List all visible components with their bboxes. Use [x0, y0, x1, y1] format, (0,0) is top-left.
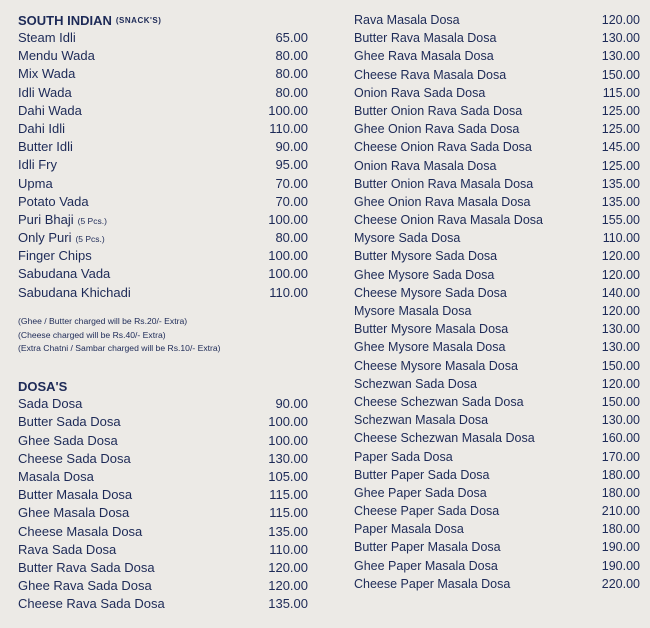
- menu-item-name-wrap: [354, 468, 490, 482]
- menu-item-row: [18, 230, 308, 248]
- menu-item-name-wrap: [354, 86, 485, 100]
- note-extra-chatni: (Extra Chatni / Sambar charged will be Rs.10/- Extra): [18, 343, 221, 354]
- menu-item-name: Butter Idli: [18, 139, 73, 155]
- menu-item-row: [18, 524, 308, 542]
- menu-item-row: [354, 377, 640, 395]
- menu-item-price: 130.00: [601, 340, 640, 355]
- menu-item-name-wrap: [18, 596, 165, 611]
- menu-item-name-wrap: [18, 48, 95, 63]
- menu-item-name: Onion Rava Sada Dosa: [354, 85, 486, 100]
- menu-item-row: [18, 194, 308, 212]
- menu-item-row: [18, 66, 308, 84]
- menu-item-name: Cheese Rava Masala Dosa: [354, 67, 507, 82]
- menu-item-row: [354, 68, 640, 86]
- menu-item-name-wrap: [18, 285, 131, 300]
- note-cheese: (Cheese charged will be Rs.40/- Extra): [18, 329, 166, 340]
- notes-block: [18, 315, 308, 356]
- menu-item-name: Sada Dosa: [18, 396, 83, 412]
- menu-item-row: [18, 433, 308, 451]
- menu-item-row: [354, 450, 640, 468]
- menu-item-name-wrap: [354, 395, 524, 409]
- menu-item-price: 125.00: [601, 158, 640, 173]
- menu-item-name-wrap: [18, 578, 152, 593]
- menu-item-row: [18, 396, 308, 414]
- menu-item-name-wrap: [354, 140, 532, 154]
- menu-item-row: [354, 140, 640, 158]
- menu-item-row: [354, 577, 640, 595]
- menu-item-price: 180.00: [601, 522, 640, 537]
- menu-item-name: Mix Wada: [18, 66, 76, 82]
- menu-item-name-wrap: [18, 433, 118, 448]
- menu-item-price: 125.00: [601, 103, 640, 118]
- menu-item-row: [354, 231, 640, 249]
- menu-item-name: Cheese Rava Sada Dosa: [18, 596, 165, 612]
- menu-item-row: [18, 505, 308, 523]
- dosas-title: DOSA'S: [18, 378, 68, 394]
- menu-item-price: 115.00: [269, 487, 308, 503]
- menu-item-name: Ghee Rava Masala Dosa: [354, 49, 494, 64]
- menu-item-price: 120.00: [268, 578, 308, 594]
- menu-item-row: [18, 542, 308, 560]
- menu-item-name-wrap: [18, 212, 107, 227]
- menu-item-name: Butter Onion Rava Masala Dosa: [354, 176, 534, 191]
- menu-item-name-wrap: [18, 451, 131, 466]
- menu-item-price: 210.00: [601, 504, 640, 519]
- menu-item-name: Mysore Sada Dosa: [354, 231, 461, 246]
- menu-item-name-wrap: [18, 85, 72, 100]
- south-indian-subtitle: (SNACK'S): [115, 15, 162, 25]
- menu-item-price: 190.00: [601, 558, 640, 573]
- menu-item-name: Sabudana Khichadi: [18, 284, 131, 300]
- menu-item-price: 160.00: [601, 431, 640, 446]
- menu-item-row: [18, 176, 308, 194]
- menu-item-price: 135.00: [268, 596, 308, 612]
- menu-item-row: [354, 177, 640, 195]
- menu-item-name: Masala Dosa: [18, 468, 94, 484]
- menu-item-row: [18, 487, 308, 505]
- menu-item-name: Butter Mysore Masala Dosa: [354, 322, 509, 337]
- menu-item-name-wrap: [354, 231, 460, 245]
- menu-item-name: Cheese Paper Sada Dosa: [354, 504, 500, 519]
- menu-item-price: 135.00: [268, 523, 308, 539]
- menu-item-name: Ghee Masala Dosa: [18, 505, 130, 521]
- menu-item-price: 100.00: [268, 432, 308, 448]
- menu-item-name-wrap: [18, 176, 53, 191]
- menu-item-name-wrap: [354, 249, 497, 263]
- menu-item-price: 115.00: [602, 85, 640, 100]
- menu-item-name: Idli Fry: [18, 157, 57, 173]
- menu-item-name-wrap: [354, 195, 530, 209]
- menu-item-row: [354, 13, 640, 31]
- menu-item-price: 80.00: [275, 66, 308, 82]
- menu-item-name: Butter Onion Rava Sada Dosa: [354, 103, 523, 118]
- menu-item-price: 130.00: [601, 413, 640, 428]
- menu-item-name: Butter Rava Masala Dosa: [354, 31, 497, 46]
- menu-item-price: 130.00: [268, 450, 308, 466]
- menu-item-name-wrap: [18, 103, 82, 118]
- dosas-heading: [18, 376, 308, 396]
- menu-item-price: 190.00: [601, 540, 640, 555]
- menu-item-row: [18, 560, 308, 578]
- menu-item-row: [354, 286, 640, 304]
- menu-item-name: Butter Masala Dosa: [18, 487, 133, 503]
- dosas-list-continued: [354, 13, 640, 595]
- menu-item-price: 90.00: [275, 396, 308, 412]
- menu-item-price: 145.00: [601, 140, 640, 155]
- menu-item-row: [18, 85, 308, 103]
- menu-item-price: 140.00: [601, 285, 640, 300]
- menu-item-row: [354, 468, 640, 486]
- menu-item-name: Cheese Schezwan Sada Dosa: [354, 394, 524, 409]
- menu-item-row: [354, 486, 640, 504]
- menu-item-row: [18, 266, 308, 284]
- menu-item-price: 135.00: [601, 176, 640, 191]
- menu-item-name-wrap: [354, 359, 518, 373]
- menu-item-price: 70.00: [275, 175, 308, 191]
- menu-item-price: 80.00: [275, 84, 308, 100]
- menu-item-row: [18, 596, 308, 614]
- menu-item-row: [354, 322, 640, 340]
- menu-item-price: 110.00: [269, 120, 308, 136]
- menu-item-price: 120.00: [601, 304, 640, 318]
- menu-item-name-wrap: [354, 213, 543, 227]
- menu-item-name: Cheese Schezwan Masala Dosa: [354, 431, 535, 446]
- menu-item-price: 120.00: [601, 249, 640, 264]
- south-indian-title: SOUTH INDIAN: [18, 12, 112, 28]
- menu-item-name-wrap: [18, 560, 155, 575]
- menu-item-row: [354, 413, 640, 431]
- menu-item-row: [354, 359, 640, 377]
- menu-item-name-wrap: [18, 487, 132, 502]
- menu-item-name-wrap: [354, 31, 496, 45]
- menu-item-name: Cheese Paper Masala Dosa: [354, 576, 511, 591]
- menu-item-name: Potato Vada: [18, 193, 89, 209]
- menu-item-row: [354, 159, 640, 177]
- menu-item-name: Mendu Wada: [18, 48, 95, 64]
- menu-item-row: [354, 540, 640, 558]
- menu-item-name-wrap: [18, 266, 110, 281]
- menu-item-name-wrap: [354, 522, 464, 536]
- menu-item-row: [354, 522, 640, 540]
- right-column: [354, 13, 640, 595]
- menu-item-price: 180.00: [601, 467, 640, 482]
- menu-item-price: 155.00: [601, 213, 640, 228]
- menu-item-name: Schezwan Masala Dosa: [354, 413, 489, 428]
- menu-item-name: Butter Mysore Sada Dosa: [354, 249, 498, 264]
- menu-item-name-wrap: [18, 157, 57, 172]
- menu-item-row: [354, 249, 640, 267]
- menu-item-row: [354, 31, 640, 49]
- menu-item-name-wrap: [18, 139, 73, 154]
- menu-item-row: [354, 49, 640, 67]
- menu-item-name-wrap: [18, 66, 75, 81]
- menu-item-name: Paper Sada Dosa: [354, 449, 453, 464]
- menu-item-name: Ghee Onion Rava Masala Dosa: [354, 194, 531, 209]
- menu-item-name: Dahi Idli: [18, 120, 65, 136]
- menu-item-name: Rava Sada Dosa: [18, 541, 117, 557]
- menu-item-price: 80.00: [275, 230, 308, 246]
- menu-item-name: Idli Wada: [18, 84, 72, 100]
- menu-item-name-wrap: [354, 268, 494, 282]
- menu-item-name: Rava Masala Dosa: [354, 13, 460, 27]
- menu-item-name-wrap: [354, 559, 498, 573]
- menu-item-name: Sabudana Vada: [18, 266, 111, 282]
- menu-item-row: [18, 121, 308, 139]
- menu-item-price: 115.00: [269, 505, 308, 521]
- menu-item-price: 130.00: [601, 49, 640, 64]
- menu-item-name: Schezwan Sada Dosa: [354, 376, 477, 391]
- menu-item-price: 120.00: [601, 376, 640, 391]
- menu-item-price: 110.00: [602, 231, 640, 246]
- menu-item-name-wrap: [354, 122, 519, 136]
- menu-item-row: [18, 30, 308, 48]
- menu-item-row: [354, 395, 640, 413]
- menu-item-name-wrap: [18, 396, 82, 411]
- menu-item-row: [354, 122, 640, 140]
- menu-item-name-wrap: [18, 194, 89, 209]
- menu-item-name-wrap: [354, 177, 533, 191]
- menu-item-name-wrap: [354, 104, 522, 118]
- south-indian-heading: [18, 10, 308, 30]
- menu-item-name: Ghee Paper Sada Dosa: [354, 485, 487, 500]
- menu-item-name: Butter Paper Masala Dosa: [354, 540, 501, 555]
- menu-item-name: Cheese Masala Dosa: [18, 523, 143, 539]
- menu-item-name-wrap: [354, 304, 471, 318]
- menu-item-row: [18, 139, 308, 157]
- menu-item-name-wrap: [18, 248, 92, 263]
- menu-item-name: Ghee Sada Dosa: [18, 432, 118, 448]
- menu-item-row: [354, 86, 640, 104]
- menu-item-price: 180.00: [601, 485, 640, 500]
- menu-item-name-wrap: [354, 504, 499, 518]
- menu-item-name: Ghee Mysore Sada Dosa: [354, 267, 495, 282]
- menu-item-name-wrap: [354, 286, 507, 300]
- menu-item-price: 120.00: [601, 267, 640, 282]
- menu-item-name-wrap: [354, 577, 510, 591]
- menu-item-name-wrap: [18, 414, 121, 429]
- menu-item-price: 100.00: [268, 414, 308, 430]
- menu-item-name: Mysore Masala Dosa: [354, 304, 472, 318]
- menu-item-price: 120.00: [601, 13, 640, 27]
- menu-item-name-wrap: [354, 486, 487, 500]
- menu-item-name-wrap: [354, 413, 488, 427]
- menu-item-price: 100.00: [268, 266, 308, 282]
- menu-item-name-wrap: [354, 13, 460, 27]
- menu-item-name: Dahi Wada: [18, 102, 82, 118]
- menu-item-name-wrap: [354, 450, 453, 464]
- menu-item-row: [18, 414, 308, 432]
- menu-item-price: 130.00: [601, 322, 640, 337]
- dosas-list: [18, 396, 308, 614]
- menu-item-price: 95.00: [275, 157, 308, 173]
- menu-item-name-wrap: [18, 469, 94, 484]
- menu-item-row: [18, 212, 308, 230]
- menu-item-row: [354, 340, 640, 358]
- menu-item-name-wrap: [354, 68, 506, 82]
- menu-item-name-wrap: [18, 230, 105, 245]
- menu-item-price: 150.00: [601, 394, 640, 409]
- menu-item-price: 100.00: [268, 102, 308, 118]
- menu-item-qty-note: (5 Pcs.): [77, 215, 107, 226]
- menu-item-price: 170.00: [601, 449, 640, 464]
- menu-item-qty-note: (5 Pcs.): [75, 234, 105, 245]
- menu-item-row: [354, 431, 640, 449]
- menu-item-price: 150.00: [601, 67, 640, 82]
- menu-item-row: [18, 48, 308, 66]
- menu-item-name: Butter Rava Sada Dosa: [18, 559, 155, 575]
- menu-item-row: [18, 451, 308, 469]
- menu-item-name: Cheese Mysore Sada Dosa: [354, 285, 507, 300]
- menu-item-price: 130.00: [601, 31, 640, 46]
- menu-item-name-wrap: [354, 340, 505, 354]
- menu-item-row: [354, 195, 640, 213]
- menu-item-price: 220.00: [601, 576, 640, 591]
- menu-item-row: [18, 157, 308, 175]
- menu-item-name: Ghee Onion Rava Sada Dosa: [354, 122, 520, 137]
- menu-item-name: Ghee Rava Sada Dosa: [18, 578, 152, 594]
- menu-item-row: [18, 469, 308, 487]
- menu-item-price: 135.00: [601, 194, 640, 209]
- menu-item-name: Puri Bhaji: [18, 211, 74, 227]
- menu-item-price: 110.00: [269, 284, 308, 300]
- menu-item-name: Cheese Mysore Masala Dosa: [354, 358, 518, 373]
- menu-item-row: [354, 304, 640, 322]
- menu-item-price: 80.00: [275, 48, 308, 64]
- menu-item-name-wrap: [354, 431, 535, 445]
- menu-item-name: Butter Paper Sada Dosa: [354, 467, 490, 482]
- menu-item-name: Cheese Onion Rava Sada Dosa: [354, 140, 532, 155]
- note-ghee-butter: (Ghee / Butter charged will be Rs.20/- Extra): [18, 315, 188, 326]
- menu-item-price: 125.00: [601, 122, 640, 137]
- menu-item-name: Butter Sada Dosa: [18, 414, 121, 430]
- menu-item-price: 65.00: [275, 30, 308, 45]
- menu-item-name: Cheese Sada Dosa: [18, 450, 131, 466]
- menu-item-price: 100.00: [268, 211, 308, 227]
- menu-item-name: Ghee Paper Masala Dosa: [354, 558, 498, 573]
- menu-item-row: [354, 104, 640, 122]
- menu-item-name-wrap: [18, 524, 142, 539]
- menu-item-row: [354, 268, 640, 286]
- menu-item-row: [354, 504, 640, 522]
- menu-item-name-wrap: [354, 49, 494, 63]
- menu-item-name: Onion Rava Masala Dosa: [354, 158, 497, 173]
- menu-item-price: 150.00: [601, 358, 640, 373]
- menu-item-row: [18, 103, 308, 121]
- menu-item-name-wrap: [354, 377, 477, 391]
- menu-item-name-wrap: [18, 542, 116, 557]
- south-indian-list: [18, 30, 308, 303]
- menu-item-price: 90.00: [275, 139, 308, 155]
- left-column: [18, 10, 308, 614]
- menu-item-name: Finger Chips: [18, 248, 92, 264]
- menu-item-name: Ghee Mysore Masala Dosa: [354, 340, 506, 355]
- menu-item-name-wrap: [18, 121, 65, 136]
- menu-item-price: 120.00: [268, 559, 308, 575]
- menu-item-name: Steam Idli: [18, 30, 76, 45]
- menu-item-name-wrap: [18, 30, 76, 45]
- menu-item-row: [18, 285, 308, 303]
- menu-item-row: [354, 559, 640, 577]
- menu-item-name: Paper Masala Dosa: [354, 522, 464, 537]
- menu-item-name: Upma: [18, 175, 53, 191]
- menu-item-price: 110.00: [269, 541, 308, 557]
- menu-item-name-wrap: [354, 322, 508, 336]
- menu-item-name-wrap: [354, 159, 496, 173]
- menu-item-name: Only Puri: [18, 230, 72, 246]
- menu-item-name-wrap: [354, 540, 501, 554]
- menu-item-name: Cheese Onion Rava Masala Dosa: [354, 213, 543, 228]
- menu-item-row: [18, 248, 308, 266]
- menu-item-price: 105.00: [268, 468, 308, 484]
- menu-item-name-wrap: [18, 505, 129, 520]
- menu-item-price: 70.00: [275, 193, 308, 209]
- menu-item-row: [18, 578, 308, 596]
- menu-item-price: 100.00: [268, 248, 308, 264]
- menu-item-row: [354, 213, 640, 231]
